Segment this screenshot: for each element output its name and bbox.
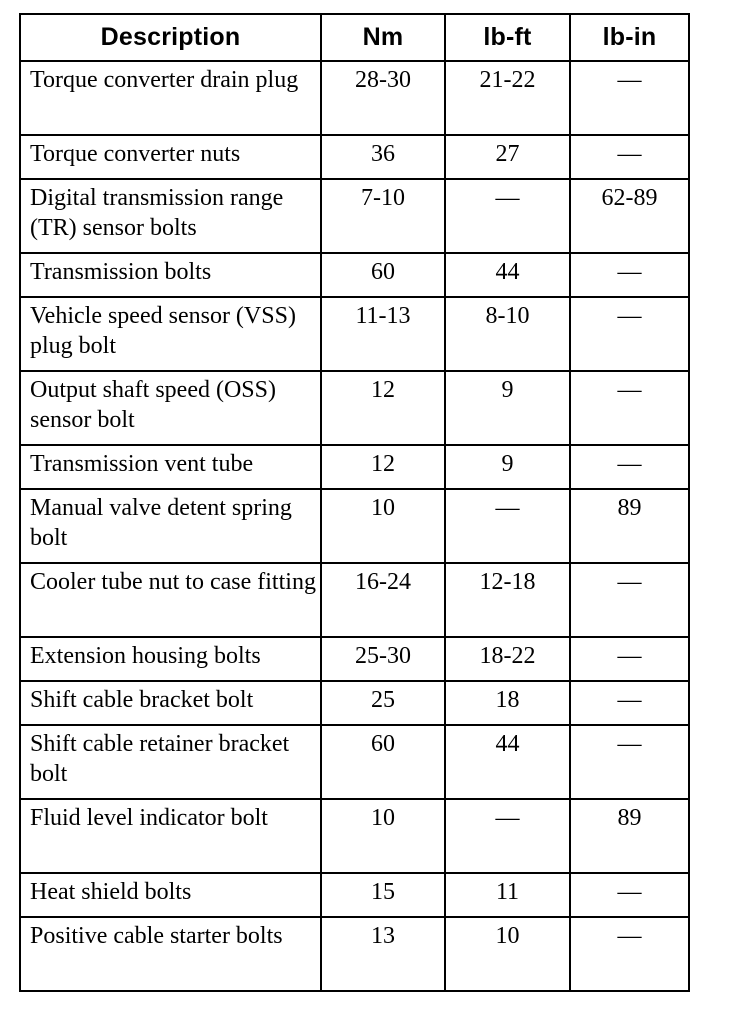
cell-description: Torque converter nuts — [20, 135, 321, 179]
cell-description: Output shaft speed (OSS) sensor bolt — [20, 371, 321, 445]
cell-lbft: — — [445, 489, 570, 563]
cell-lbft: 27 — [445, 135, 570, 179]
cell-nm: 25 — [321, 681, 445, 725]
cell-lbin: — — [570, 445, 689, 489]
header-nm: Nm — [321, 14, 445, 61]
cell-lbin: — — [570, 371, 689, 445]
table-row — [20, 725, 689, 799]
table-row — [20, 917, 689, 991]
header-lbft: lb-ft — [445, 14, 570, 61]
cell-lbin: 62-89 — [570, 179, 689, 253]
cell-lbin: — — [570, 297, 689, 371]
table-row — [20, 681, 689, 725]
cell-nm: 15 — [321, 873, 445, 917]
cell-nm: 10 — [321, 489, 445, 563]
cell-lbin: 89 — [570, 489, 689, 563]
cell-lbft: — — [445, 799, 570, 873]
cell-lbin: — — [570, 637, 689, 681]
cell-lbft: 21-22 — [445, 61, 570, 135]
table-row — [20, 135, 689, 179]
cell-description: Heat shield bolts — [20, 873, 321, 917]
table-row — [20, 253, 689, 297]
table-header-row — [20, 14, 689, 61]
cell-nm: 12 — [321, 445, 445, 489]
cell-lbin: — — [570, 563, 689, 637]
cell-lbft: — — [445, 179, 570, 253]
header-lbin: lb-in — [570, 14, 689, 61]
table-row — [20, 179, 689, 253]
torque-spec-table — [19, 13, 690, 992]
cell-nm: 16-24 — [321, 563, 445, 637]
cell-nm: 7-10 — [321, 179, 445, 253]
cell-lbft: 18 — [445, 681, 570, 725]
cell-description: Shift cable bracket bolt — [20, 681, 321, 725]
cell-description: Manual valve detent spring bolt — [20, 489, 321, 563]
cell-lbft: 44 — [445, 253, 570, 297]
cell-nm: 60 — [321, 253, 445, 297]
cell-description: Shift cable retainer bracket bolt — [20, 725, 321, 799]
cell-nm: 60 — [321, 725, 445, 799]
cell-lbft: 10 — [445, 917, 570, 991]
cell-lbin: — — [570, 725, 689, 799]
cell-lbft: 9 — [445, 445, 570, 489]
table-row — [20, 445, 689, 489]
cell-lbft: 11 — [445, 873, 570, 917]
header-description: Description — [20, 14, 321, 61]
table-row — [20, 371, 689, 445]
cell-lbin: 89 — [570, 799, 689, 873]
table-row — [20, 873, 689, 917]
cell-description: Cooler tube nut to case fitting — [20, 563, 321, 637]
cell-lbft: 8-10 — [445, 297, 570, 371]
cell-nm: 12 — [321, 371, 445, 445]
cell-description: Vehicle speed sensor (VSS) plug bolt — [20, 297, 321, 371]
cell-description: Positive cable starter bolts — [20, 917, 321, 991]
cell-lbft: 44 — [445, 725, 570, 799]
table-row — [20, 297, 689, 371]
cell-lbft: 12-18 — [445, 563, 570, 637]
table-row — [20, 489, 689, 563]
cell-nm: 25-30 — [321, 637, 445, 681]
table-row — [20, 799, 689, 873]
cell-lbin: — — [570, 253, 689, 297]
cell-nm: 11-13 — [321, 297, 445, 371]
cell-description: Transmission bolts — [20, 253, 321, 297]
cell-lbft: 18-22 — [445, 637, 570, 681]
cell-lbin: — — [570, 61, 689, 135]
cell-description: Fluid level indicator bolt — [20, 799, 321, 873]
table-row — [20, 563, 689, 637]
cell-lbin: — — [570, 681, 689, 725]
cell-lbft: 9 — [445, 371, 570, 445]
cell-lbin: — — [570, 135, 689, 179]
cell-nm: 13 — [321, 917, 445, 991]
cell-nm: 28-30 — [321, 61, 445, 135]
table-row — [20, 61, 689, 135]
cell-lbin: — — [570, 873, 689, 917]
cell-description: Transmission vent tube — [20, 445, 321, 489]
table-row — [20, 637, 689, 681]
cell-description: Torque converter drain plug — [20, 61, 321, 135]
cell-nm: 36 — [321, 135, 445, 179]
cell-description: Digital transmission range (TR) sensor bolts — [20, 179, 321, 253]
cell-lbin: — — [570, 917, 689, 991]
cell-nm: 10 — [321, 799, 445, 873]
cell-description: Extension housing bolts — [20, 637, 321, 681]
